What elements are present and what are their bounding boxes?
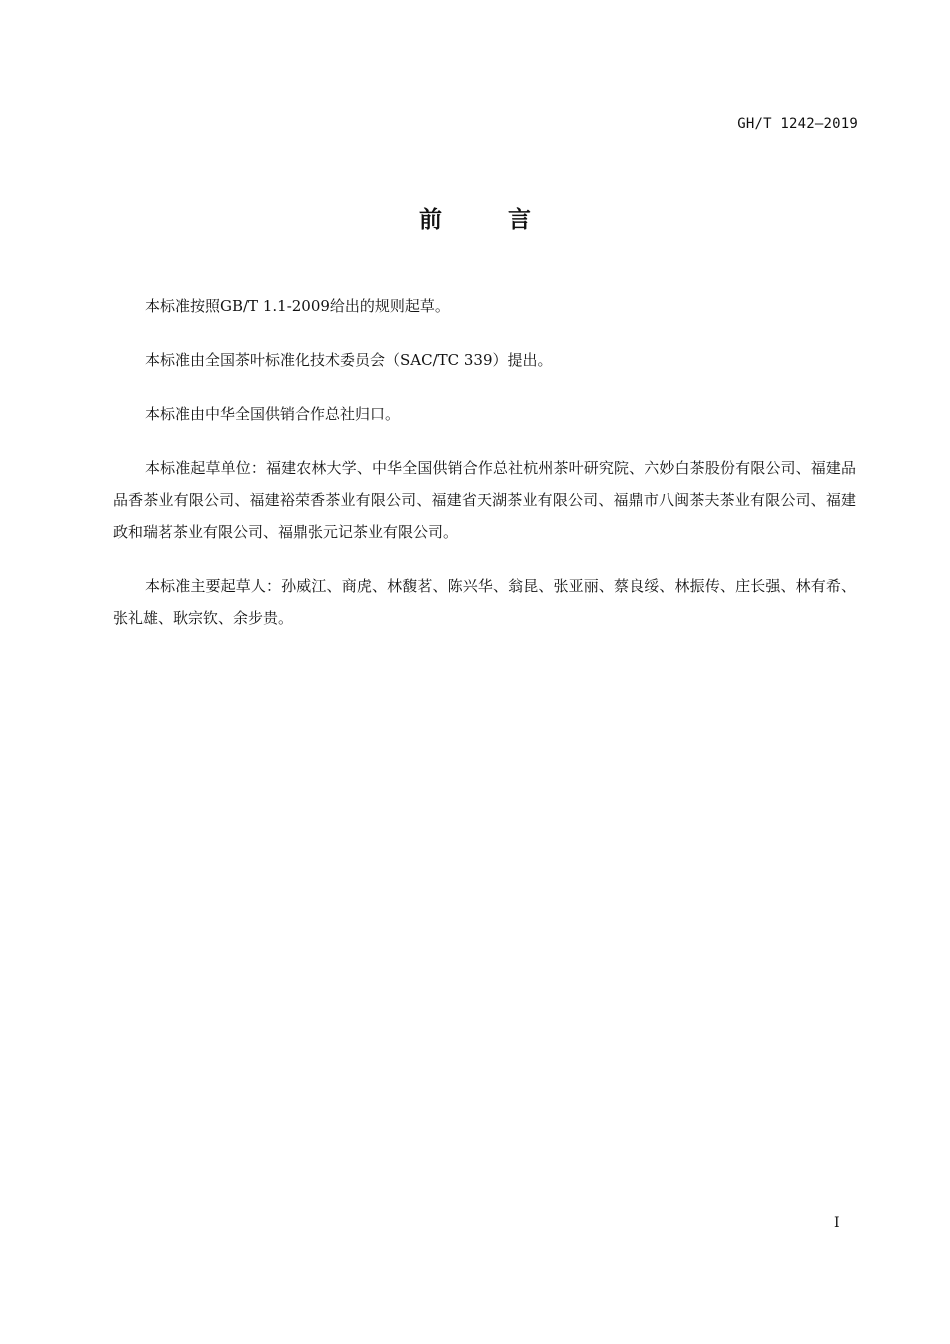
foreword-body [113, 290, 856, 656]
title-char-1: 前 [419, 207, 442, 233]
paragraph-drafters: 本标准主要起草人：孙威江、商虎、林馥茗、陈兴华、翁昆、张亚丽、蔡良绥、林振传、庄长强、林有希、张礼雄、耿宗钦、余步贵。 [113, 577, 856, 627]
page-number: I [834, 1215, 840, 1231]
paragraph-administrator: 本标准由中华全国供销合作总社归口。 [145, 405, 401, 423]
title-char-2: 言 [508, 207, 531, 233]
paragraph-proposer: 本标准由全国茶叶标准化技术委员会（SAC/TC 339）提出。 [145, 351, 553, 369]
paragraph-drafting-units: 本标准起草单位：福建农林大学、中华全国供销合作总社杭州茶叶研究院、六妙白茶股份有限公司、福建品品香茶业有限公司、福建裕荣香茶业有限公司、福建省天湖茶业有限公司、福鼎市八闽茶夫茶业有限公司、福建政和瑞茗茶业有限公司、福鼎张元记茶业有限公司。 [113, 459, 856, 541]
page-title [0, 201, 950, 234]
paragraph-drafting-rules: 本标准按照GB/T 1.1-2009给出的规则起草。 [145, 297, 450, 315]
document-code: GH/T 1242—2019 [737, 116, 858, 132]
